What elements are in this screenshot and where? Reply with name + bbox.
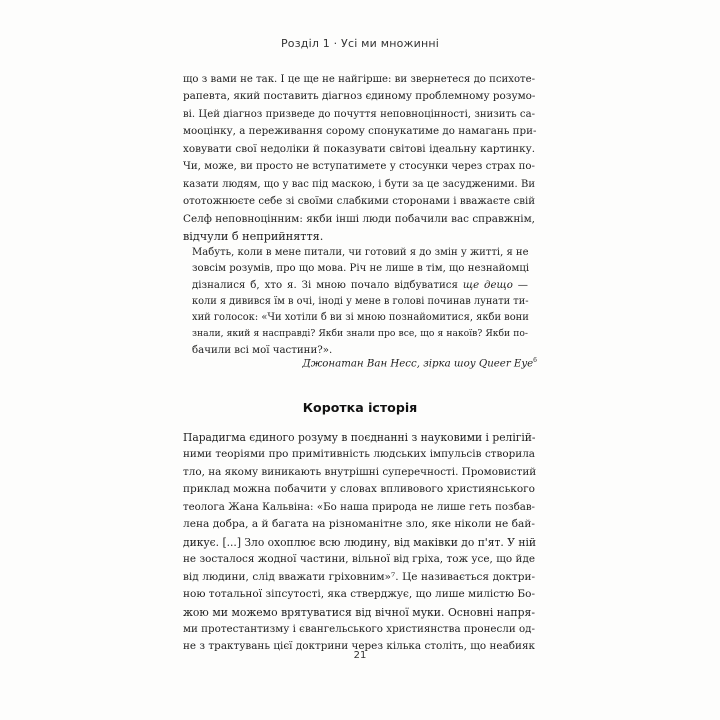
quote-line: зовсім розумів, про що мова. Річ не лише в тім, що незнайомці	[192, 263, 530, 275]
text-line: відчули б неприйняття.	[183, 230, 324, 244]
text-line: Парадигма єдиного розуму в поєднанні з науковими і релігій-	[183, 431, 536, 444]
quote-text: —	[512, 279, 528, 291]
text-line: рапевта, який поставить діагноз єдиному проблемному розумо-	[183, 90, 536, 103]
text-line: ною тотальної зіпсутості, яка стверджує, що лише милістю Бо-	[183, 588, 535, 601]
text-line: ототожнюєте себе зі своїми слабкими сторонами і вважаєте свій	[183, 196, 535, 208]
text-line: не з трактувань цієї доктрини через кілька століть, що неабияк	[183, 640, 535, 653]
text-line: жою ми можемо врятуватися від вічної муки. Основні напря-	[183, 605, 535, 619]
text-line: що з вами не так. І це ще не найгірше: ви звернетеся до психоте-	[183, 74, 535, 85]
text-line: не зосталося жодної частини, вільної від гріха, тож усе, що йде	[183, 553, 535, 566]
emphasis-text: ще дещо	[462, 279, 513, 291]
quote-line: хий голосок: «Чи хотіли б ви зі мною познайомитися, якби вони	[192, 312, 529, 324]
footnote-ref[interactable]: 6	[533, 357, 537, 364]
text-line: тло, на якому виникають внутрішні суперечності. Промовистий	[183, 465, 537, 478]
text-line: теолога Жана Кальвіна: «Бо наша природа не лише геть позбав-	[183, 501, 535, 513]
paragraph-2	[183, 429, 535, 656]
text-line: мооцінку, а переживання сорому спонукатиме до намагань при-	[183, 125, 537, 138]
section-heading: Коротка історія	[302, 400, 418, 415]
text-line: дикує. [...] Зло охоплює всю людину, від маківки до п'ят. У ній	[183, 535, 536, 549]
quote-line: Мабуть, коли в мене питали, чи готовий я до змін у житті, я не	[192, 247, 529, 258]
epigraph-attribution	[302, 357, 537, 369]
text-line: Чи, може, ви просто не вступатимете у стосунки через страх по-	[183, 161, 535, 173]
page-number: 21	[353, 650, 367, 661]
attribution-text: Джонатан Ван Несс, зірка шоу Queer Eye	[302, 358, 534, 370]
text-line: ми протестантизму і євангельського християнства пронесли од-	[183, 622, 535, 635]
text-line: від людини, слід вважати гріховним»⁷. Це називається доктри-	[183, 570, 535, 583]
quote-line: коли я дивився їм в очі, іноді у мене в голові починав лунати ти-	[192, 295, 529, 307]
text-line: ховувати свої недоліки й показувати світові ідеальну картинку.	[183, 142, 535, 155]
text-line: приклад можна побачити у словах впливового християнського	[183, 483, 535, 496]
quote-line: бачили всі мої частини?».	[192, 344, 333, 356]
epigraph-quote	[192, 245, 528, 359]
quote-line	[192, 278, 528, 294]
text-line: Селф неповноцінним: якби інші люди побачили вас справжнім,	[183, 212, 535, 225]
text-line: ві. Цей діагноз призведе до почуття неповноцінності, знизить са-	[183, 108, 535, 120]
text-line: казати людям, що у вас під маскою, і бути за це засудженими. Ви	[183, 178, 535, 190]
paragraph-1	[183, 71, 535, 246]
quote-text: дізналися б, хто я. Зі мною почало відбуватися	[192, 279, 458, 291]
quote-line: знали, який я насправді? Якби знали про все, що я накоїв? Якби по-	[192, 328, 528, 340]
running-head: Розділ 1 · Усі ми множинні	[280, 37, 440, 50]
text-line: ними теоріями про примітивність людських імпульсів створила	[183, 448, 535, 461]
text-line: лена добра, а й багата на різноманітне зло, яке ніколи не бай-	[183, 518, 535, 531]
